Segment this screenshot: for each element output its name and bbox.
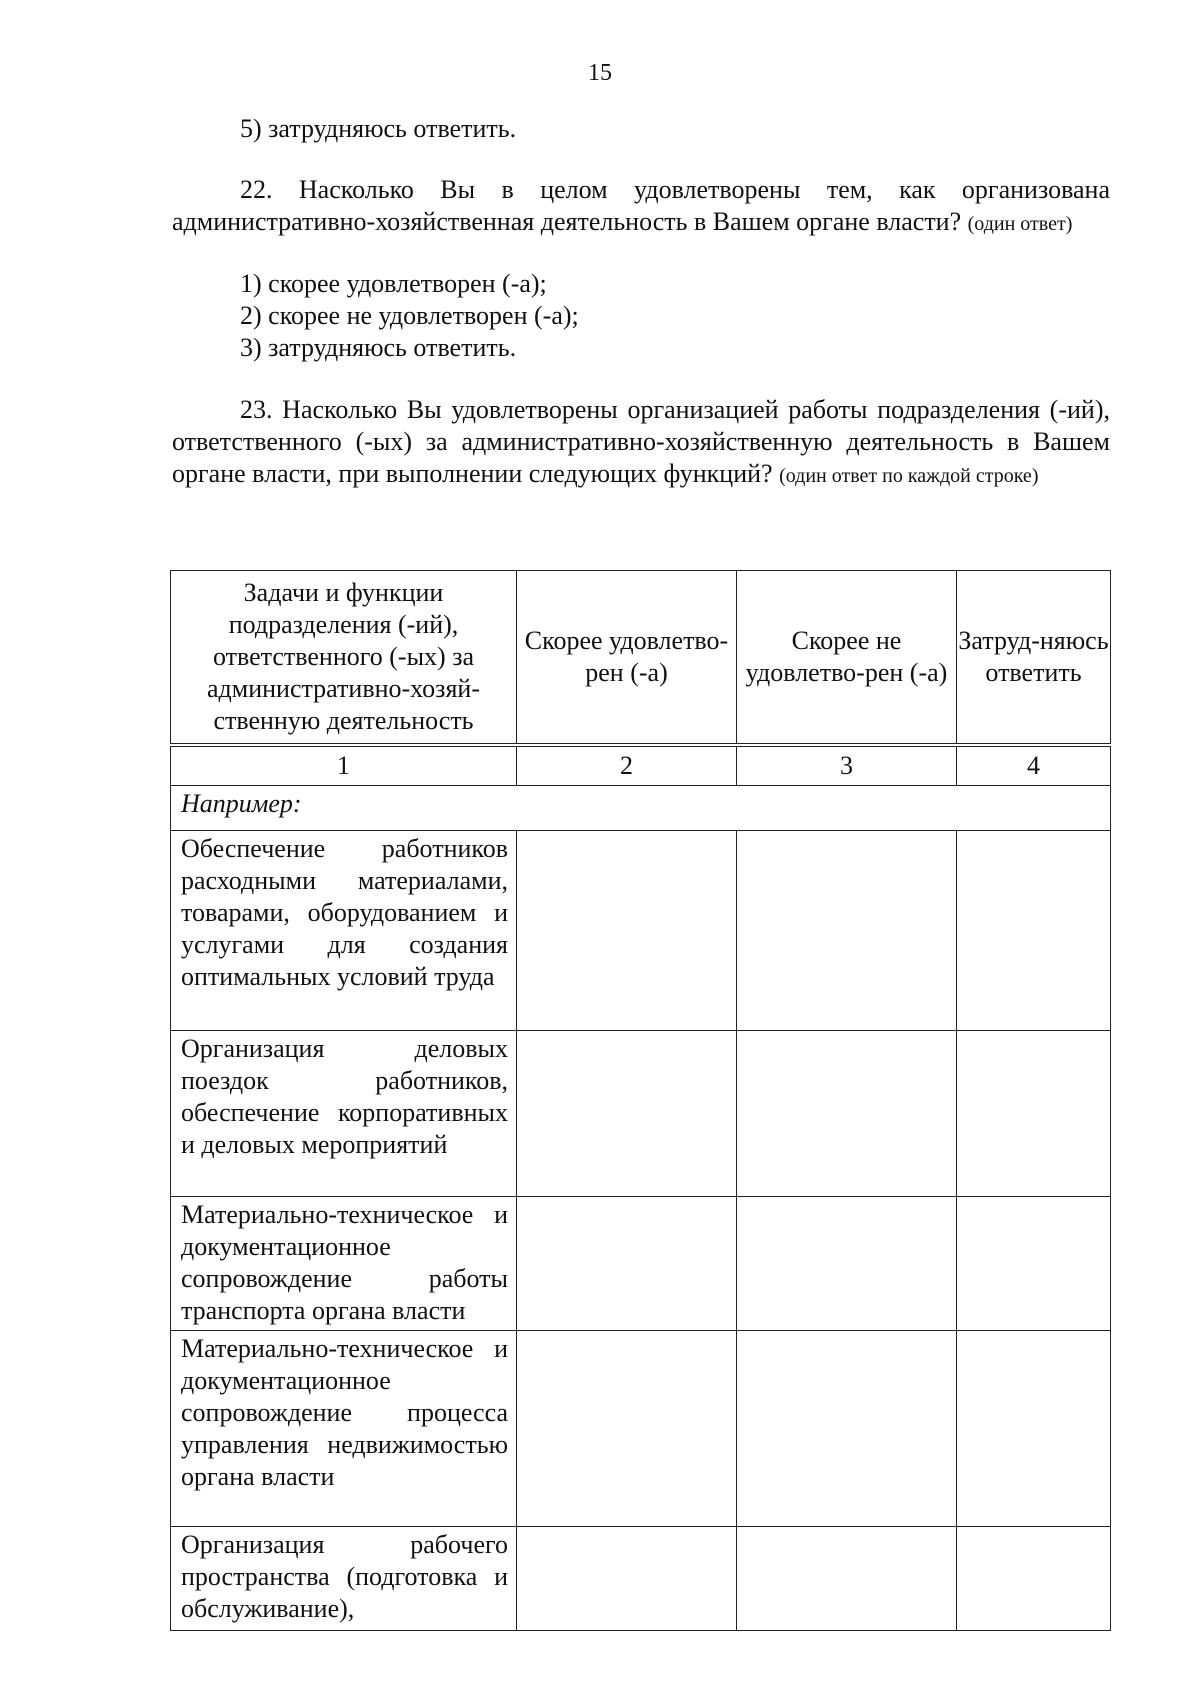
column-number-row [171,745,1111,786]
satisfaction-table [170,570,1111,1631]
table-row [171,831,1111,1031]
header-not-satisfied: Скорее не удовлетво-рен (-а) [737,571,957,746]
question-23-text: 23. Насколько Вы удовлетворены организацией работы подразделения (-ий), ответственного (-ых) за административно-хозяйственную деятельность в Вашем органе власти, при выполнении следующих функций? [172,395,1110,488]
question-22-option-2: 2) скорее не удовлетворен (-а); [240,301,579,330]
example-row [171,786,1111,831]
answer-cell-satisfied[interactable] [517,1197,737,1331]
answer-cell-satisfied[interactable] [517,831,737,1031]
question-22-text: 22. Насколько Вы в целом удовлетворены тем, как организована административно-хозяйственная деятельность в Вашем органе власти? [172,175,1110,236]
answer-cell-satisfied[interactable] [517,1331,737,1527]
column-number-4: 4 [957,745,1111,786]
question-22-option-1: 1) скорее удовлетворен (-а); [240,269,547,298]
question-23 [172,394,1110,492]
table-row [171,1197,1111,1331]
question-22 [172,174,1110,240]
answer-cell-not-satisfied[interactable] [737,1527,957,1631]
answer-cell-satisfied[interactable] [517,1527,737,1631]
example-label: Например: [171,786,1111,831]
answer-cell-hard-to-answer[interactable] [957,831,1111,1031]
answer-cell-satisfied[interactable] [517,1031,737,1197]
task-cell: Организация рабочего пространства (подготовка и обслуживание), [171,1527,517,1631]
q21-option-5: 5) затрудняюсь ответить. [240,114,517,143]
header-tasks: Задачи и функции подразделения (-ий), ответственного (-ых) за административно-хозяй-ственную деятельность [171,571,517,746]
question-22-note: (один ответ) [967,213,1073,235]
answer-cell-not-satisfied[interactable] [737,1031,957,1197]
table-row [171,1031,1111,1197]
answer-cell-hard-to-answer[interactable] [957,1031,1111,1197]
column-number-3: 3 [737,745,957,786]
question-23-note: (один ответ по каждой строке) [779,465,1039,487]
answer-cell-not-satisfied[interactable] [737,1331,957,1527]
answer-cell-hard-to-answer[interactable] [957,1527,1111,1631]
question-22-option-3: 3) затрудняюсь ответить. [240,333,517,362]
answer-cell-hard-to-answer[interactable] [957,1197,1111,1331]
column-number-1: 1 [171,745,517,786]
page-number: 15 [588,60,612,86]
column-number-2: 2 [517,745,737,786]
header-hard-to-answer: Затруд-няюсь ответить [957,571,1111,746]
answer-cell-not-satisfied[interactable] [737,1197,957,1331]
task-cell: Обеспечение работников расходными материалами, товарами, оборудованием и услугами для создания оптимальных условий труда [171,831,517,1031]
table-header-row [171,571,1111,746]
table-row [171,1331,1111,1527]
table-row [171,1527,1111,1631]
answer-cell-not-satisfied[interactable] [737,831,957,1031]
answer-cell-hard-to-answer[interactable] [957,1331,1111,1527]
task-cell: Организация деловых поездок работников, обеспечение корпоративных и деловых мероприятий [171,1031,517,1197]
task-cell: Материально-техническое и документационное сопровождение работы транспорта органа власти [171,1197,517,1331]
task-cell: Материально-техническое и документационное сопровождение процесса управления недвижимостью органа власти [171,1331,517,1527]
header-satisfied: Скорее удовлетво-рен (-а) [517,571,737,746]
